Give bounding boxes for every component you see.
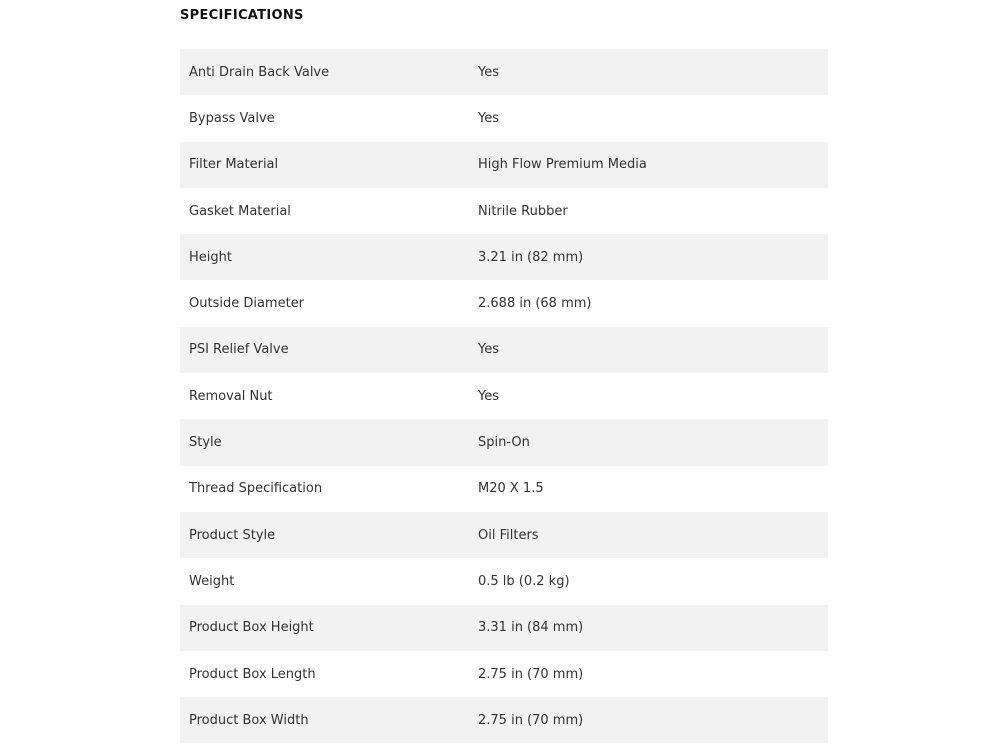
spec-label: Product Box Length <box>189 666 316 682</box>
table-row <box>180 373 828 419</box>
spec-label: Anti Drain Back Valve <box>189 64 330 80</box>
spec-value: 2.75 in (70 mm) <box>478 666 584 682</box>
spec-value: M20 X 1.5 <box>478 481 544 497</box>
spec-value: Yes <box>478 110 499 126</box>
section-title: SPECIFICATIONS <box>180 8 304 23</box>
spec-value: Yes <box>478 342 499 358</box>
spec-value: 0.5 lb (0.2 kg) <box>478 573 570 589</box>
spec-label: Thread Specification <box>189 481 323 497</box>
spec-label: Outside Diameter <box>189 296 305 312</box>
spec-label: PSI Relief Valve <box>189 342 289 358</box>
spec-label: Filter Material <box>189 157 279 173</box>
spec-value: Nitrile Rubber <box>478 203 568 219</box>
spec-value: 3.21 in (82 mm) <box>478 249 584 265</box>
specifications-table <box>180 49 828 743</box>
table-row <box>180 697 828 743</box>
spec-label: Product Box Width <box>189 712 309 728</box>
spec-label: Gasket Material <box>189 203 291 219</box>
spec-value: Yes <box>478 64 499 80</box>
table-row <box>180 49 828 95</box>
table-row <box>180 558 828 604</box>
table-row <box>180 95 828 141</box>
table-row <box>180 280 828 326</box>
spec-label: Weight <box>189 573 235 589</box>
spec-label: Bypass Valve <box>189 110 275 126</box>
table-row <box>180 466 828 512</box>
spec-label: Height <box>189 249 232 265</box>
spec-label: Product Box Height <box>189 620 314 636</box>
table-row <box>180 419 828 465</box>
spec-value: 2.688 in (68 mm) <box>478 296 592 312</box>
table-row <box>180 142 828 188</box>
spec-value: Yes <box>478 388 499 404</box>
spec-value: Oil Filters <box>478 527 539 543</box>
spec-value: Spin-On <box>478 435 530 451</box>
spec-label: Product Style <box>189 527 276 543</box>
table-row <box>180 327 828 373</box>
spec-label: Removal Nut <box>189 388 273 404</box>
table-row <box>180 512 828 558</box>
table-row <box>180 651 828 697</box>
specifications-section <box>180 0 828 743</box>
spec-value: 2.75 in (70 mm) <box>478 712 584 728</box>
spec-label: Style <box>189 435 222 451</box>
spec-value: 3.31 in (84 mm) <box>478 620 584 636</box>
spec-value: High Flow Premium Media <box>478 157 647 173</box>
table-row <box>180 234 828 280</box>
table-row <box>180 605 828 651</box>
table-row <box>180 188 828 234</box>
